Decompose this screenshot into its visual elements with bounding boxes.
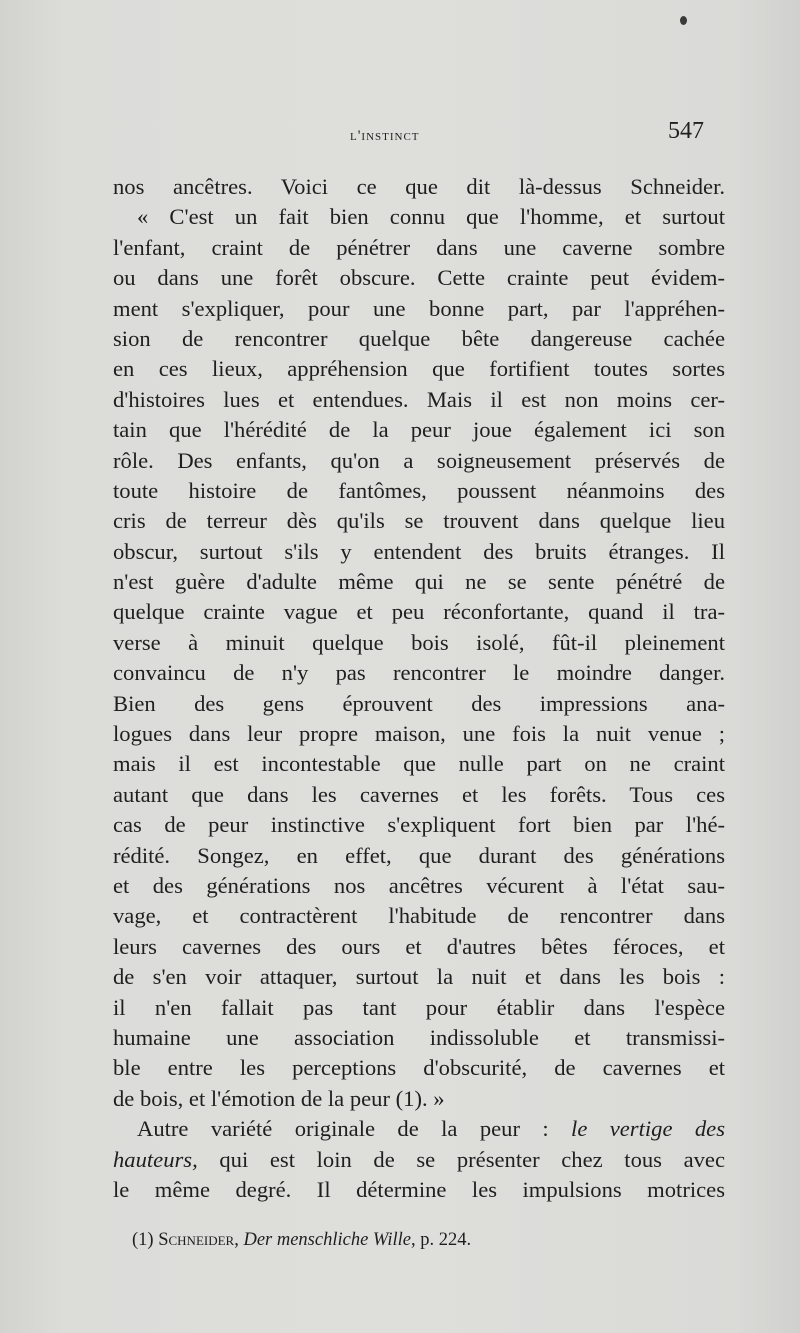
text-line: « C'est un fait bien connu que l'homme, et surtout xyxy=(137,204,725,230)
footnote-separator: , xyxy=(234,1230,244,1250)
text-line: autant que dans les cavernes et les forêts. Tous ces xyxy=(113,781,725,807)
text-run: qui est loin de se présenter chez tous avec xyxy=(197,1146,725,1172)
text-line: logues dans leur propre maison, une fois la nuit venue ; xyxy=(113,721,725,747)
text-line: le même degré. Il détermine les impulsions motrices xyxy=(113,1176,725,1202)
text-line: rédité. Songez, en effet, que durant des générations xyxy=(113,842,725,868)
text-line: cas de peur instinctive s'expliquent fort bien par l'hé- xyxy=(113,812,725,838)
ink-speck xyxy=(680,16,687,25)
text-line: quelque crainte vague et peu réconfortante, quand il tra- xyxy=(113,599,725,625)
text-line: leurs cavernes des ours et d'autres bêtes féroces, et xyxy=(113,933,725,959)
footnote xyxy=(132,1230,471,1251)
body-text xyxy=(113,172,725,1205)
text-line: n'est guère d'adulte même qui ne se sente pénétré de xyxy=(113,569,725,595)
text-line: l'enfant, craint de pénétrer dans une caverne sombre xyxy=(113,234,725,260)
text-line: d'histoires lues et entendues. Mais il est non moins cer- xyxy=(113,386,725,412)
footnote-reference: , p. 224. xyxy=(410,1230,472,1250)
text-line: et des générations nos ancêtres vécurent à l'état sau- xyxy=(113,872,725,898)
text-line: ble entre les perceptions d'obscurité, de cavernes et xyxy=(113,1055,725,1081)
text-run: Autre variété originale de la peur : xyxy=(137,1116,572,1142)
text-line: nos ancêtres. Voici ce que dit là-dessus Schneider. xyxy=(113,174,725,199)
page-number: 547 xyxy=(668,118,704,144)
text-line: Bien des gens éprouvent des impressions ana- xyxy=(113,690,725,716)
text-line: en ces lieux, appréhension que fortifient toutes sortes xyxy=(113,356,725,382)
page-header xyxy=(0,118,800,154)
text-line: verse à minuit quelque bois isolé, fût-il pleinement xyxy=(113,629,725,655)
paragraph-line xyxy=(113,1114,725,1144)
italic-phrase: le vertige des xyxy=(571,1116,725,1142)
footnote-author: Schneider xyxy=(158,1230,235,1250)
italic-phrase: hauteurs, xyxy=(113,1146,198,1172)
text-line: mais il est incontestable que nulle part on ne craint xyxy=(113,751,725,777)
text-line: humaine une association indissoluble et transmissi- xyxy=(113,1024,725,1050)
text-line: tain que l'hérédité de la peur joue également ici son xyxy=(113,417,725,443)
text-line: toute histoire de fantômes, poussent néanmoins des xyxy=(113,477,725,503)
paragraph-line xyxy=(113,1145,725,1175)
footnote-title: Der menschliche Wille xyxy=(243,1230,411,1250)
footnote-marker: (1) xyxy=(132,1230,159,1250)
text-line: cris de terreur dès qu'ils se trouvent dans quelque lieu xyxy=(113,508,725,534)
text-line: de bois, et l'émotion de la peur (1). » xyxy=(113,1085,445,1111)
text-line: obscur, surtout s'ils y entendent des bruits étranges. Il xyxy=(113,538,725,564)
text-line: il n'en fallait pas tant pour établir dans l'espèce xyxy=(113,994,725,1020)
running-head: l'instinct xyxy=(350,128,420,144)
text-line: rôle. Des enfants, qu'on a soigneusement préservés de xyxy=(113,447,725,473)
text-line: convaincu de n'y pas rencontrer le moindre danger. xyxy=(113,660,725,686)
text-line: ou dans une forêt obscure. Cette crainte peut évidem- xyxy=(113,265,725,291)
text-line: ment s'expliquer, pour une bonne part, par l'appréhen- xyxy=(113,295,725,321)
text-line: vage, et contractèrent l'habitude de rencontrer dans xyxy=(113,903,725,929)
text-line: de s'en voir attaquer, surtout la nuit et dans les bois : xyxy=(113,964,725,990)
text-line: sion de rencontrer quelque bête dangereuse cachée xyxy=(113,325,725,351)
